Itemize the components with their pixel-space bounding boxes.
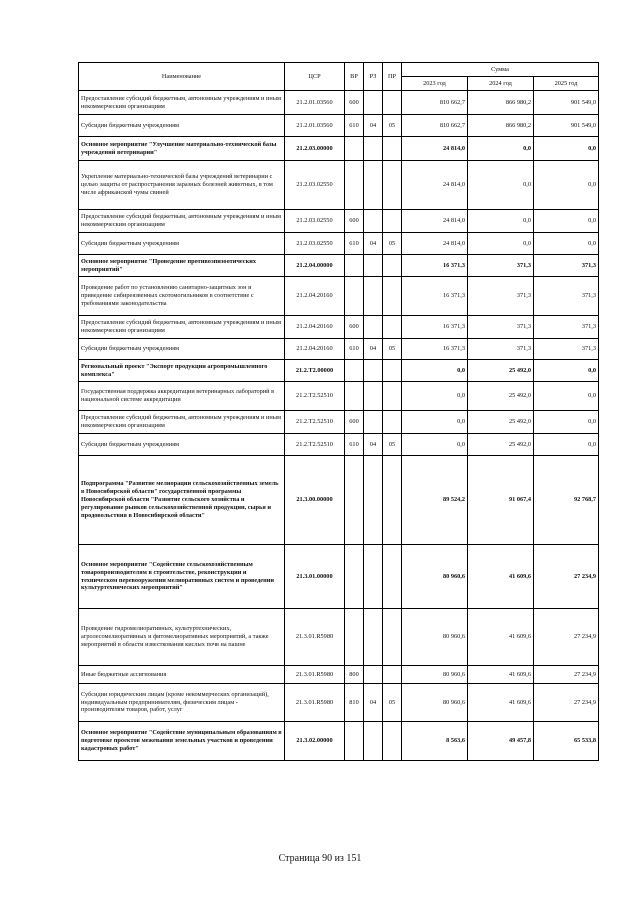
row-csr: 21.2.04.20160: [285, 316, 345, 339]
row-pr: 05: [383, 684, 402, 722]
row-sum-2023: 16 371,3: [402, 277, 468, 316]
row-csr: 21.2.03.02550: [285, 210, 345, 233]
row-csr: 21.2.01.03560: [285, 115, 345, 137]
table-row: [79, 545, 599, 609]
row-vr: 810: [345, 684, 364, 722]
row-pr: [383, 277, 402, 316]
header-year-2025: 2025 год: [534, 77, 599, 91]
row-sum-2023: 0,0: [402, 434, 468, 456]
row-sum-2024: 25 492,0: [468, 382, 534, 411]
row-sum-2025: 0,0: [534, 382, 599, 411]
table-row: [79, 609, 599, 666]
row-csr: 21.2.04.20160: [285, 277, 345, 316]
row-sum-2024: 49 457,8: [468, 722, 534, 761]
row-vr: [345, 545, 364, 609]
row-name: Предоставление субсидий бюджетным, автономным учреждениям и иным некоммерческим организациям: [79, 411, 285, 434]
row-sum-2025: 0,0: [534, 360, 599, 382]
row-rz: 04: [364, 434, 383, 456]
table-row: [79, 456, 599, 545]
table-row: [79, 722, 599, 761]
row-name: Основное мероприятие "Улучшение материально-технической базы учреждений ветеринарии": [79, 137, 285, 161]
row-csr: 21.2.01.03560: [285, 91, 345, 115]
row-rz: [364, 609, 383, 666]
row-sum-2023: 80 960,6: [402, 545, 468, 609]
row-sum-2023: 16 371,3: [402, 255, 468, 277]
header-rz: РЗ: [364, 63, 383, 91]
row-sum-2024: 0,0: [468, 161, 534, 210]
row-rz: [364, 210, 383, 233]
row-pr: [383, 609, 402, 666]
row-vr: [345, 161, 364, 210]
row-sum-2023: 0,0: [402, 411, 468, 434]
row-sum-2023: 810 662,7: [402, 91, 468, 115]
row-name: Проведение гидромелиоративных, культуртехнических, агролесомелиоративных и фитомелиоративных мероприятий, а также мероприятий в области известкования кислых почв на пашне: [79, 609, 285, 666]
row-vr: [345, 277, 364, 316]
row-sum-2025: 0,0: [534, 434, 599, 456]
header-name: Наименование: [79, 63, 285, 91]
row-pr: [383, 411, 402, 434]
row-name: Укрепление материально-технической базы учреждений ветеринарии с целью защиты от распространения заразных болезней животных, в том числе африканской чумы свиней: [79, 161, 285, 210]
row-rz: 04: [364, 684, 383, 722]
table-row: [79, 115, 599, 137]
row-sum-2023: 24 814,0: [402, 233, 468, 255]
row-rz: [364, 722, 383, 761]
row-csr: 21.2.03.00000: [285, 137, 345, 161]
table-row: [79, 210, 599, 233]
row-csr: 21.2.T2.00000: [285, 360, 345, 382]
row-rz: [364, 277, 383, 316]
row-sum-2025: 371,3: [534, 277, 599, 316]
row-name: Предоставление субсидий бюджетным, автономным учреждениям и иным некоммерческим организациям: [79, 91, 285, 115]
header-summa: Сумма: [402, 63, 599, 77]
row-sum-2024: 41 609,6: [468, 545, 534, 609]
row-sum-2025: 27 234,9: [534, 545, 599, 609]
row-csr: 21.2.04.20160: [285, 339, 345, 360]
row-sum-2024: 371,3: [468, 316, 534, 339]
row-vr: 600: [345, 411, 364, 434]
row-rz: 04: [364, 115, 383, 137]
row-pr: [383, 137, 402, 161]
table-row: [79, 339, 599, 360]
row-rz: 04: [364, 233, 383, 255]
row-name: Субсидии юридическим лицам (кроме некоммерческих организаций), индивидуальным предпринимателям, физическим лицам - производителям товаров, работ, услуг: [79, 684, 285, 722]
row-sum-2024: 41 609,6: [468, 609, 534, 666]
row-name: Основное мероприятие "Содействие муниципальным образованиям в подготовке проектов межевания земельных участков и проведении кадастровых работ": [79, 722, 285, 761]
row-vr: 610: [345, 434, 364, 456]
row-sum-2024: 371,3: [468, 255, 534, 277]
row-name: Региональный проект "Экспорт продукции агропромышленного комплекса": [79, 360, 285, 382]
row-name: Подпрограмма "Развитие мелиорации сельскохозяйственных земель в Новосибирской области" государственной программы Новосибирской области "Развитие сельского хозяйства и регулирование рынков сельскохозяйственной продукции, сырья и продовольствия в Новосибирской области": [79, 456, 285, 545]
row-sum-2024: 25 492,0: [468, 411, 534, 434]
row-sum-2025: 0,0: [534, 411, 599, 434]
header-vr: ВР: [345, 63, 364, 91]
row-vr: [345, 255, 364, 277]
row-rz: [364, 666, 383, 684]
row-sum-2023: 8 563,6: [402, 722, 468, 761]
header-pr: ПР: [383, 63, 402, 91]
row-rz: [364, 91, 383, 115]
row-pr: [383, 382, 402, 411]
row-sum-2025: 901 549,0: [534, 115, 599, 137]
row-vr: 610: [345, 115, 364, 137]
row-sum-2024: 91 067,4: [468, 456, 534, 545]
row-csr: 21.3.00.00000: [285, 456, 345, 545]
row-name: Предоставление субсидий бюджетным, автономным учреждениям и иным некоммерческим организациям: [79, 316, 285, 339]
row-sum-2024: 371,3: [468, 277, 534, 316]
row-rz: [364, 137, 383, 161]
row-sum-2025: 0,0: [534, 210, 599, 233]
row-vr: 610: [345, 339, 364, 360]
row-vr: [345, 722, 364, 761]
row-csr: 21.3.01.R5980: [285, 666, 345, 684]
row-rz: [364, 382, 383, 411]
row-name: Субсидии бюджетным учреждениям: [79, 233, 285, 255]
row-sum-2025: 0,0: [534, 233, 599, 255]
row-name: Субсидии бюджетным учреждениям: [79, 434, 285, 456]
row-vr: 600: [345, 316, 364, 339]
header-csr: ЦСР: [285, 63, 345, 91]
row-vr: 600: [345, 210, 364, 233]
row-rz: [364, 316, 383, 339]
row-pr: [383, 722, 402, 761]
header-year-2024: 2024 год: [468, 77, 534, 91]
row-name: Иные бюджетные ассигнования: [79, 666, 285, 684]
row-sum-2025: 371,3: [534, 255, 599, 277]
row-sum-2023: 24 814,0: [402, 137, 468, 161]
row-sum-2025: 371,3: [534, 339, 599, 360]
row-sum-2025: 65 533,8: [534, 722, 599, 761]
row-rz: [364, 411, 383, 434]
row-sum-2025: 901 549,0: [534, 91, 599, 115]
row-sum-2025: 0,0: [534, 161, 599, 210]
row-vr: [345, 137, 364, 161]
row-sum-2023: 0,0: [402, 360, 468, 382]
row-pr: 05: [383, 115, 402, 137]
row-sum-2023: 24 814,0: [402, 161, 468, 210]
page-number: Страница 90 из 151: [278, 853, 362, 864]
table-row: [79, 255, 599, 277]
row-csr: 21.2.T2.52510: [285, 382, 345, 411]
row-sum-2025: 92 768,7: [534, 456, 599, 545]
row-sum-2024: 0,0: [468, 210, 534, 233]
row-sum-2025: 27 234,9: [534, 609, 599, 666]
row-csr: 21.2.03.02550: [285, 161, 345, 210]
table-row: [79, 382, 599, 411]
table-row: [79, 360, 599, 382]
table-row: [79, 277, 599, 316]
row-rz: [364, 545, 383, 609]
row-csr: 21.2.03.02550: [285, 233, 345, 255]
row-name: Проведение работ по установлению санитарно-защитных зон и приведение сибиреязвенных скотомогильников в соответствие с требованиями законодательства: [79, 277, 285, 316]
table-row: [79, 666, 599, 684]
row-csr: 21.3.01.R5980: [285, 609, 345, 666]
row-pr: [383, 666, 402, 684]
row-sum-2023: 80 960,6: [402, 666, 468, 684]
row-name: Предоставление субсидий бюджетным, автономным учреждениям и иным некоммерческим организациям: [79, 210, 285, 233]
row-sum-2024: 25 492,0: [468, 360, 534, 382]
row-sum-2024: 866 980,2: [468, 115, 534, 137]
row-sum-2023: 89 524,2: [402, 456, 468, 545]
row-sum-2024: 41 609,6: [468, 684, 534, 722]
row-sum-2024: 866 980,2: [468, 91, 534, 115]
row-csr: 21.3.01.00000: [285, 545, 345, 609]
row-sum-2024: 25 492,0: [468, 434, 534, 456]
row-vr: [345, 360, 364, 382]
row-rz: [364, 255, 383, 277]
table-row: [79, 411, 599, 434]
table-row: [79, 161, 599, 210]
row-csr: 21.2.04.00000: [285, 255, 345, 277]
row-pr: [383, 456, 402, 545]
row-rz: [364, 360, 383, 382]
row-vr: 800: [345, 666, 364, 684]
row-pr: [383, 210, 402, 233]
row-pr: 05: [383, 434, 402, 456]
row-vr: [345, 609, 364, 666]
row-sum-2024: 0,0: [468, 233, 534, 255]
row-rz: [364, 456, 383, 545]
row-sum-2023: 810 662,7: [402, 115, 468, 137]
row-vr: 600: [345, 91, 364, 115]
row-rz: 04: [364, 339, 383, 360]
row-sum-2024: 41 609,6: [468, 666, 534, 684]
table-row: [79, 316, 599, 339]
row-csr: 21.3.01.R5980: [285, 684, 345, 722]
row-sum-2023: 24 814,0: [402, 210, 468, 233]
row-sum-2024: 371,3: [468, 339, 534, 360]
row-name: Основное мероприятие "Проведение противоэпизоотических мероприятий": [79, 255, 285, 277]
row-sum-2025: 371,3: [534, 316, 599, 339]
row-sum-2025: 0,0: [534, 137, 599, 161]
row-sum-2023: 80 960,6: [402, 684, 468, 722]
table-row: [79, 137, 599, 161]
row-pr: [383, 360, 402, 382]
row-pr: [383, 316, 402, 339]
row-rz: [364, 161, 383, 210]
table-row: [79, 434, 599, 456]
table-row: [79, 684, 599, 722]
row-pr: 05: [383, 233, 402, 255]
table-row: [79, 91, 599, 115]
row-pr: [383, 545, 402, 609]
row-name: Субсидии бюджетным учреждениям: [79, 339, 285, 360]
row-sum-2024: 0,0: [468, 137, 534, 161]
row-name: Основное мероприятие "Содействие сельскохозяйственным товаропроизводителям в строительстве, реконструкции и техническом перевооружении мелиоративных систем и проведении культуртехнических мероприятий": [79, 545, 285, 609]
row-vr: [345, 382, 364, 411]
row-sum-2023: 80 960,6: [402, 609, 468, 666]
row-pr: [383, 161, 402, 210]
row-csr: 21.2.T2.52510: [285, 411, 345, 434]
row-pr: [383, 255, 402, 277]
row-name: Субсидии бюджетным учреждениям: [79, 115, 285, 137]
row-csr: 21.3.02.00000: [285, 722, 345, 761]
row-vr: [345, 456, 364, 545]
row-sum-2025: 27 234,9: [534, 684, 599, 722]
row-csr: 21.2.T2.52510: [285, 434, 345, 456]
row-sum-2025: 27 234,9: [534, 666, 599, 684]
row-sum-2023: 0,0: [402, 382, 468, 411]
row-pr: [383, 91, 402, 115]
row-pr: 05: [383, 339, 402, 360]
table-row: [79, 233, 599, 255]
row-vr: 610: [345, 233, 364, 255]
row-sum-2023: 16 371,3: [402, 339, 468, 360]
row-sum-2023: 16 371,3: [402, 316, 468, 339]
budget-table: [78, 62, 599, 761]
header-year-2023: 2023 год: [402, 77, 468, 91]
row-name: Государственная поддержка аккредитации ветеринарных лабораторий в национальной системе аккредитации: [79, 382, 285, 411]
